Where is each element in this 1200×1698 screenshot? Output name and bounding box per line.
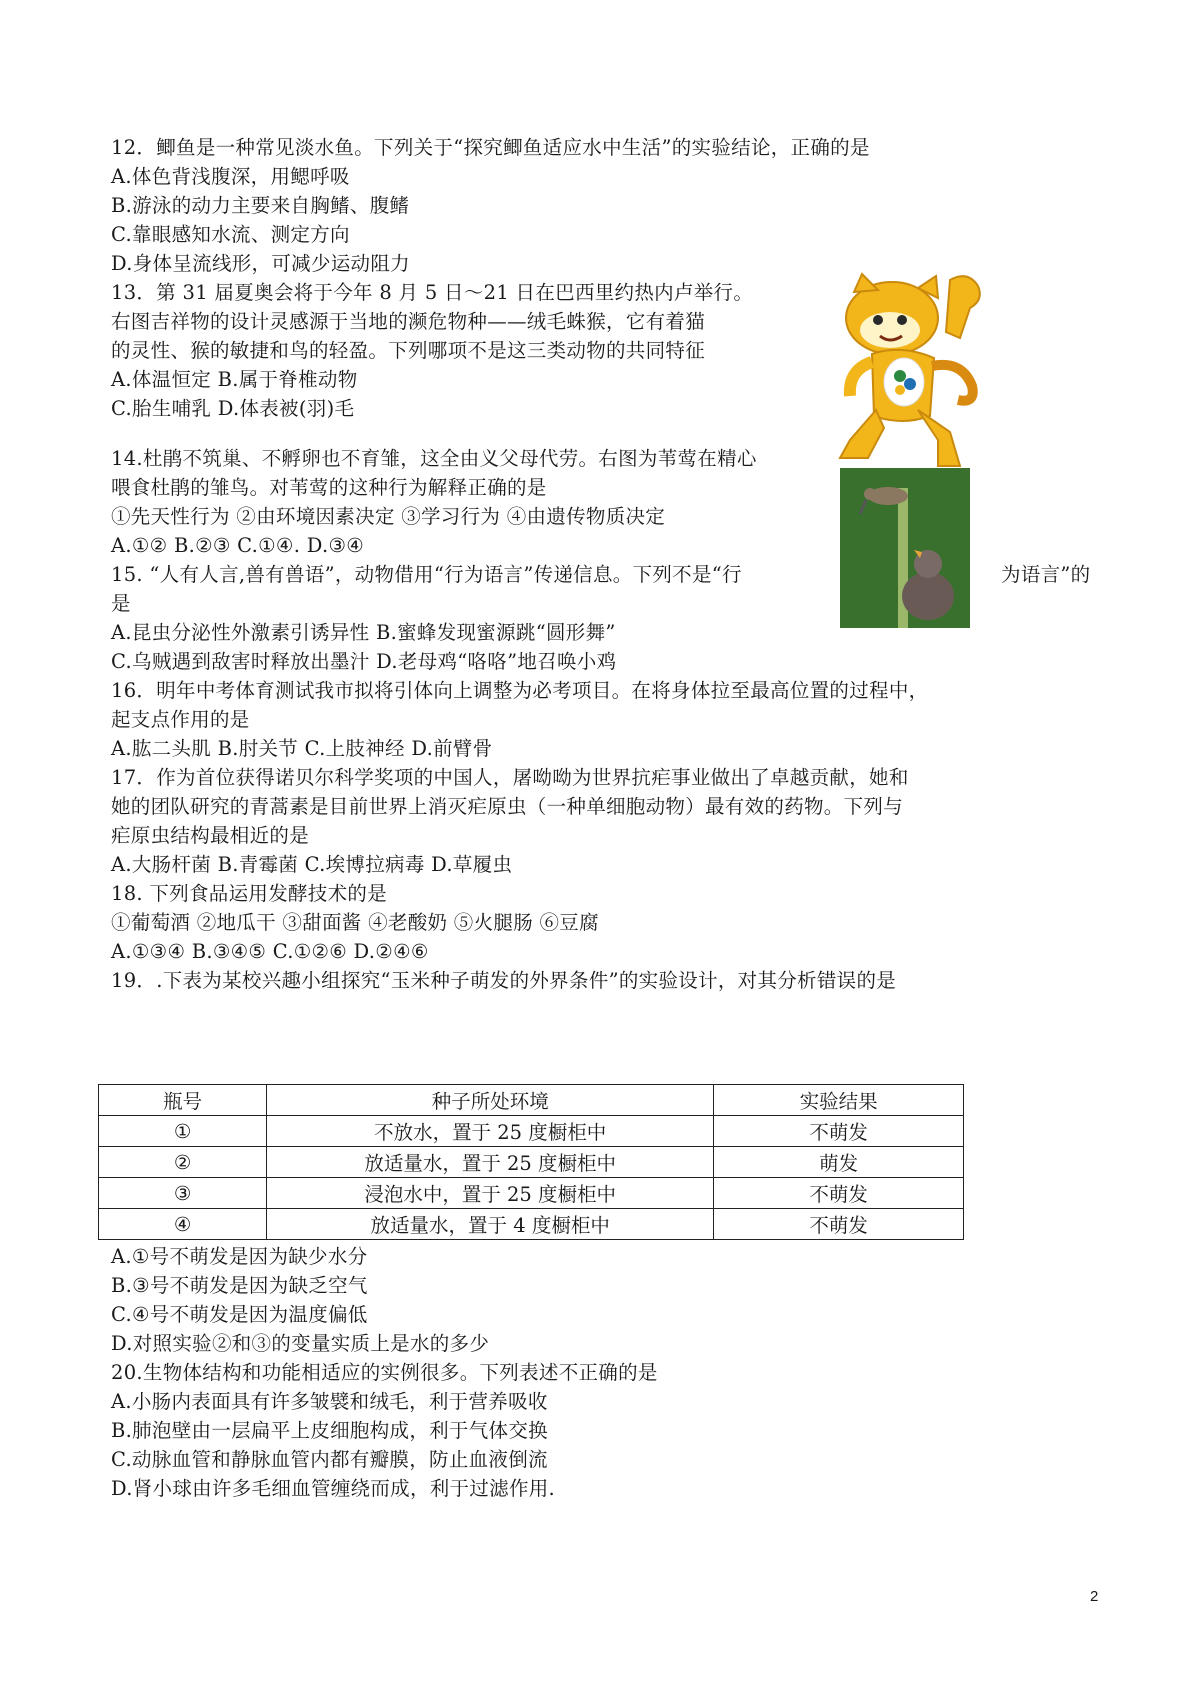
table-row <box>99 1116 964 1147</box>
q12-option-a: A.体色背浅腹深，用鳃呼吸 <box>111 165 350 188</box>
q16-stem-1: 16．明年中考体育测试我市拟将引体向上调整为必考项目。在将身体拉至最高位置的过程中， <box>111 679 929 702</box>
olympic-mascot-image <box>832 270 1000 468</box>
table-cell: 不萌发 <box>714 1116 964 1147</box>
q20-option-c: C.动脉血管和静脉血管内都有瓣膜，防止血液倒流 <box>111 1448 548 1471</box>
q15-stem-1: 15. “人有人言,兽有兽语”，动物借用“行为语言”传递信息。下列不是“行 <box>111 563 742 586</box>
q12-option-d: D.身体呈流线形，可减少运动阻力 <box>111 252 410 275</box>
table-cell: 萌发 <box>714 1147 964 1178</box>
table-row <box>99 1209 964 1240</box>
q12-option-b: B.游泳的动力主要来自胸鳍、腹鳍 <box>111 194 410 217</box>
q16-stem-2: 起支点作用的是 <box>111 708 250 731</box>
page-number: 2 <box>1090 1588 1099 1605</box>
table-cell: ③ <box>99 1178 267 1209</box>
q14-stem-1: 14.杜鹃不筑巢、不孵卵也不育雏，这全由义父母代劳。右图为苇莺在精心 <box>111 447 757 470</box>
table-cell: ④ <box>99 1209 267 1240</box>
q15-stem-tail: 为语言”的 <box>1001 563 1091 586</box>
table-cell: 放适量水，置于 4 度橱柜中 <box>267 1209 714 1240</box>
q15-options-cd: C.乌贼遇到敌害时释放出墨汁 D.老母鸡“咯咯”地召唤小鸡 <box>111 650 617 673</box>
q20-option-b: B.肺泡壁由一层扁平上皮细胞构成，利于气体交换 <box>111 1419 548 1442</box>
q19-option-a: A.①号不萌发是因为缺少水分 <box>111 1245 368 1268</box>
experiment-table <box>98 1084 964 1240</box>
table-cell: 浸泡水中，置于 25 度橱柜中 <box>267 1178 714 1209</box>
q13-stem-1: 13．第 31 届夏奥会将于今年 8 月 5 日～21 日在巴西里约热内卢举行。 <box>111 281 754 304</box>
q17-stem-3: 疟原虫结构最相近的是 <box>111 824 310 847</box>
q15-stem-2: 是 <box>111 592 131 615</box>
q20-option-a: A.小肠内表面具有许多皱襞和绒毛，利于营养吸收 <box>111 1390 548 1413</box>
q19-option-b: B.③号不萌发是因为缺乏空气 <box>111 1274 368 1297</box>
q17-stem-2: 她的团队研究的青蒿素是目前世界上消灭疟原虫（一种单细胞动物）最有效的药物。下列与 <box>111 795 904 818</box>
q12-stem: 12．鲫鱼是一种常见淡水鱼。下列关于“探究鲫鱼适应水中生活”的实验结论，正确的是 <box>111 136 870 159</box>
q14-options: A.①② B.②③ C.①④. D.③④ <box>111 534 365 557</box>
q15-options-ab: A.昆虫分泌性外激素引诱异性 B.蜜蜂发现蜜源跳“圆形舞” <box>111 621 616 644</box>
q17-stem-1: 17．作为首位获得诺贝尔科学奖项的中国人，屠呦呦为世界抗疟事业做出了卓越贡献，她和 <box>111 766 909 789</box>
q20-option-d: D.肾小球由许多毛细血管缠绕而成，利于过滤作用. <box>111 1477 556 1500</box>
q12-option-c: C.靠眼感知水流、测定方向 <box>111 223 350 246</box>
table-header: 实验结果 <box>714 1085 964 1116</box>
q14-stem-2: 喂食杜鹃的雏鸟。对苇莺的这种行为解释正确的是 <box>111 476 547 499</box>
table-cell: 不萌发 <box>714 1178 964 1209</box>
q19-option-d: D.对照实验②和③的变量实质上是水的多少 <box>111 1332 490 1355</box>
q18-options: A.①③④ B.③④⑤ C.①②⑥ D.②④⑥ <box>111 940 429 963</box>
q13-options-ab: A.体温恒定 B.属于脊椎动物 <box>111 368 358 391</box>
q18-stem: 18. 下列食品运用发酵技术的是 <box>111 882 388 905</box>
table-cell: ① <box>99 1116 267 1147</box>
q17-options: A.大肠杆菌 B.青霉菌 C.埃博拉病毒 D.草履虫 <box>111 853 513 876</box>
q13-stem-3: 的灵性、猴的敏捷和鸟的轻盈。下列哪项不是这三类动物的共同特征 <box>111 339 706 362</box>
reed-warbler-feeding-cuckoo-image <box>840 468 970 628</box>
bird-illustration <box>840 468 970 628</box>
table-row <box>99 1178 964 1209</box>
table-cell: ② <box>99 1147 267 1178</box>
table-header: 种子所处环境 <box>267 1085 714 1116</box>
q13-stem-2: 右图吉祥物的设计灵感源于当地的濒危物种——绒毛蛛猴，它有着猫 <box>111 310 706 333</box>
q19-option-c: C.④号不萌发是因为温度偏低 <box>111 1303 368 1326</box>
table-cell: 不放水，置于 25 度橱柜中 <box>267 1116 714 1147</box>
q19-stem: 19．.下表为某校兴趣小组探究“玉米种子萌发的外界条件”的实验设计，对其分析错误的是 <box>111 969 897 992</box>
q14-choices: ①先天性行为 ②由环境因素决定 ③学习行为 ④由遗传物质决定 <box>111 505 666 528</box>
table-cell: 不萌发 <box>714 1209 964 1240</box>
q18-choices: ①葡萄酒 ②地瓜干 ③甜面酱 ④老酸奶 ⑤火腿肠 ⑥豆腐 <box>111 911 599 934</box>
q13-options-cd: C.胎生哺乳 D.体表被(羽)毛 <box>111 397 355 420</box>
table-header-row <box>99 1085 964 1116</box>
q16-options: A.肱二头肌 B.肘关节 C.上肢神经 D.前臂骨 <box>111 737 493 760</box>
mascot-illustration <box>832 270 1000 468</box>
table-header: 瓶号 <box>99 1085 267 1116</box>
table-cell: 放适量水，置于 25 度橱柜中 <box>267 1147 714 1178</box>
table-row <box>99 1147 964 1178</box>
q20-stem: 20.生物体结构和功能相适应的实例很多。下列表述不正确的是 <box>111 1361 658 1384</box>
